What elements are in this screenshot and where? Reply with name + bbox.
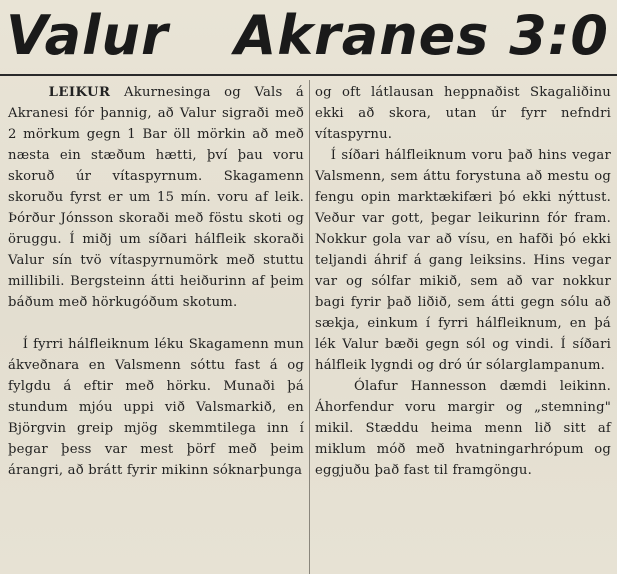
article-column-right <box>315 82 611 481</box>
paragraph-4 <box>315 145 611 376</box>
headline-team-akranes-score: Akranes 3:0 <box>234 4 609 67</box>
paragraph-4-text: Í síðari hálfleiknum voru það hins vegar Valsmenn, sem áttu forystuna að mestu og fengu opin marktækifæri þó ekki nýttust. Veður var gott, þegar leikurinn fór fram. Nokkur gola var að vísu, en hafði þó ekki teljandi áhrif á gang leiksins. Hins vegar var og sólfar mikið, sem að var nokkur bagi fyrir það liðið, sem átti gegn sólu að sækja, einkum í fyrri hálfleiknum, en þá lék Valur bæði gegn sól og vindi. Í síðari hálfleik lygndi og dró úr sólarglampanum. <box>315 148 611 373</box>
headline-rule <box>0 74 617 76</box>
paragraph-3: og oft látlausan heppnaðist Skagaliðinu ekki að skora, utan úr fyrr nefndri vítaspyrnu. <box>315 85 611 142</box>
paragraph-5 <box>315 376 611 481</box>
paragraph-lead: LEIKUR <box>48 85 111 100</box>
column-divider <box>309 80 310 574</box>
paragraph-2-text: Í fyrri hálfleiknum léku Skagamenn mun ákveðnara en Valsmenn sóttu fast á og fylgdu á eftir með hörku. Munaði þá stundum mjóu uppi við Valsmarkið, en Björgvin greip mjög skemmtilega inn í þegar þess var mest þörf með þeim árangri, að brátt fyrir mikinn sóknarþunga <box>8 337 304 478</box>
headline <box>4 4 613 68</box>
headline-team-valur: Valur <box>6 4 169 67</box>
paragraph-2 <box>8 334 304 481</box>
paragraph-1 <box>8 82 304 313</box>
paragraph-1-text: Akurnesinga og Vals á Akranesi fór þannig, að Valur sigraði með 2 mörkum gegn 1 Bar öll mörkin að með næsta ein stæðum hætti, því þau voru skoruð úr vítaspyrnum. Skagamenn skoruðu fyrst er um 15 mín. voru af leik. Þórður Jónsson skoraði með föstu skoti og öruggu. Í miðj um síðari hálfleik skoraði Valur sín tvö vítaspyrnumörk með stuttu millibili. Bergsteinn átti heiðurinn af þeim báðum með hörkugóðum skotum. <box>8 85 304 310</box>
article-column-left <box>8 82 304 481</box>
paragraph-gap <box>8 313 304 334</box>
paragraph-5-text: Ólafur Hannesson dæmdi leikinn. Áhorfendur voru margir og „stemning" mikil. Stæddu heima menn lið sitt af miklum móð með hvatningarhrópum og eggjuðu það fast til framgöngu. <box>315 379 611 478</box>
